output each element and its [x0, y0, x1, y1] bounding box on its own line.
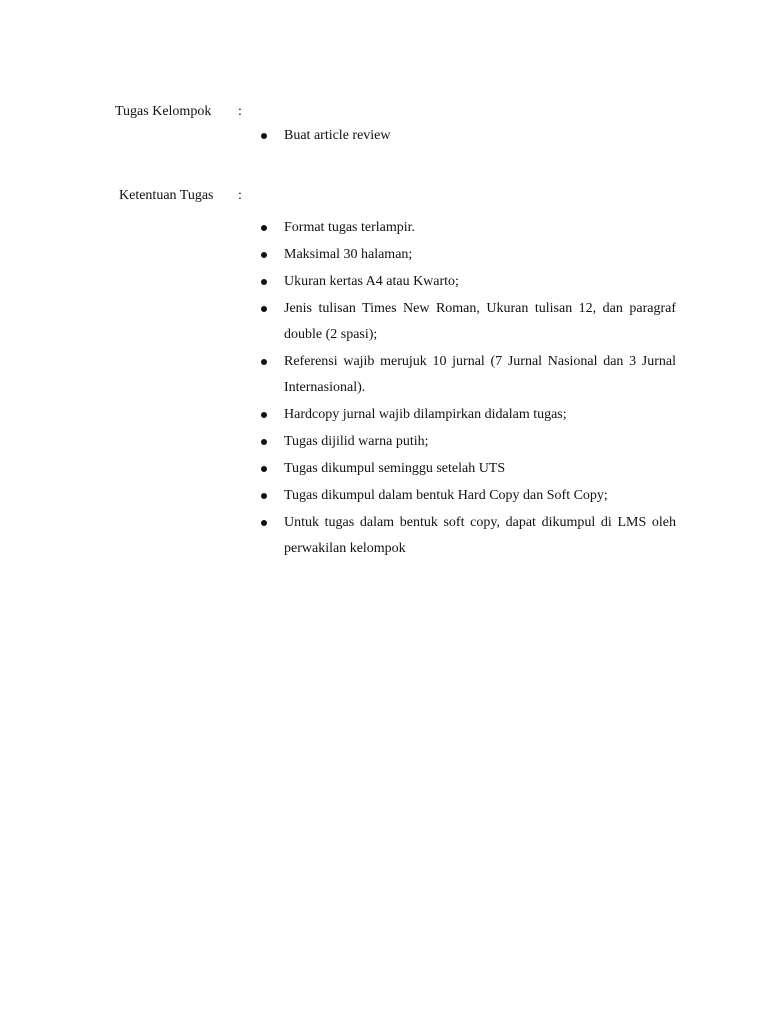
ketentuan-tugas-list — [258, 215, 676, 563]
bullet-icon — [261, 520, 267, 526]
list-item — [258, 510, 676, 562]
list-item — [258, 429, 676, 455]
list-item — [258, 296, 676, 348]
section-colon: : — [238, 188, 242, 203]
list-item-text: Referensi wajib merujuk 10 jurnal (7 Jurnal Nasional dan 3 Jurnal Internasional). — [284, 354, 676, 395]
bullet-icon — [261, 439, 267, 445]
bullet-icon — [261, 306, 267, 312]
list-item-text: Maksimal 30 halaman; — [284, 247, 413, 262]
bullet-icon — [261, 279, 267, 285]
section-label-ketentuan-tugas: Ketentuan Tugas — [119, 188, 214, 203]
list-item — [258, 242, 676, 268]
list-item-text: Tugas dijilid warna putih; — [284, 434, 429, 449]
list-item-text: Tugas dikumpul seminggu setelah UTS — [284, 461, 506, 476]
list-item — [258, 123, 676, 149]
bullet-icon — [261, 359, 267, 365]
list-item — [258, 269, 676, 295]
bullet-icon — [261, 466, 267, 472]
section-colon: : — [238, 104, 242, 119]
bullet-icon — [261, 412, 267, 418]
list-item-text: Jenis tulisan Times New Roman, Ukuran tulisan 12, dan paragraf double (2 spasi); — [284, 301, 676, 342]
list-item — [258, 456, 676, 482]
tugas-kelompok-list — [258, 123, 676, 150]
bullet-icon — [261, 252, 267, 258]
list-item-text: Buat article review — [284, 128, 391, 143]
list-item-text: Ukuran kertas A4 atau Kwarto; — [284, 274, 459, 289]
list-item — [258, 215, 676, 241]
list-item — [258, 402, 676, 428]
section-label-tugas-kelompok: Tugas Kelompok — [115, 104, 212, 119]
bullet-icon — [261, 225, 267, 231]
bullet-icon — [261, 493, 267, 499]
list-item-text: Tugas dikumpul dalam bentuk Hard Copy dan Soft Copy; — [284, 488, 608, 503]
list-item — [258, 483, 676, 509]
list-item — [258, 349, 676, 401]
bullet-icon — [261, 133, 267, 139]
list-item-text: Hardcopy jurnal wajib dilampirkan didalam tugas; — [284, 407, 567, 422]
list-item-text: Format tugas terlampir. — [284, 220, 416, 235]
list-item-text: Untuk tugas dalam bentuk soft copy, dapat dikumpul di LMS oleh perwakilan kelompok — [284, 515, 676, 556]
